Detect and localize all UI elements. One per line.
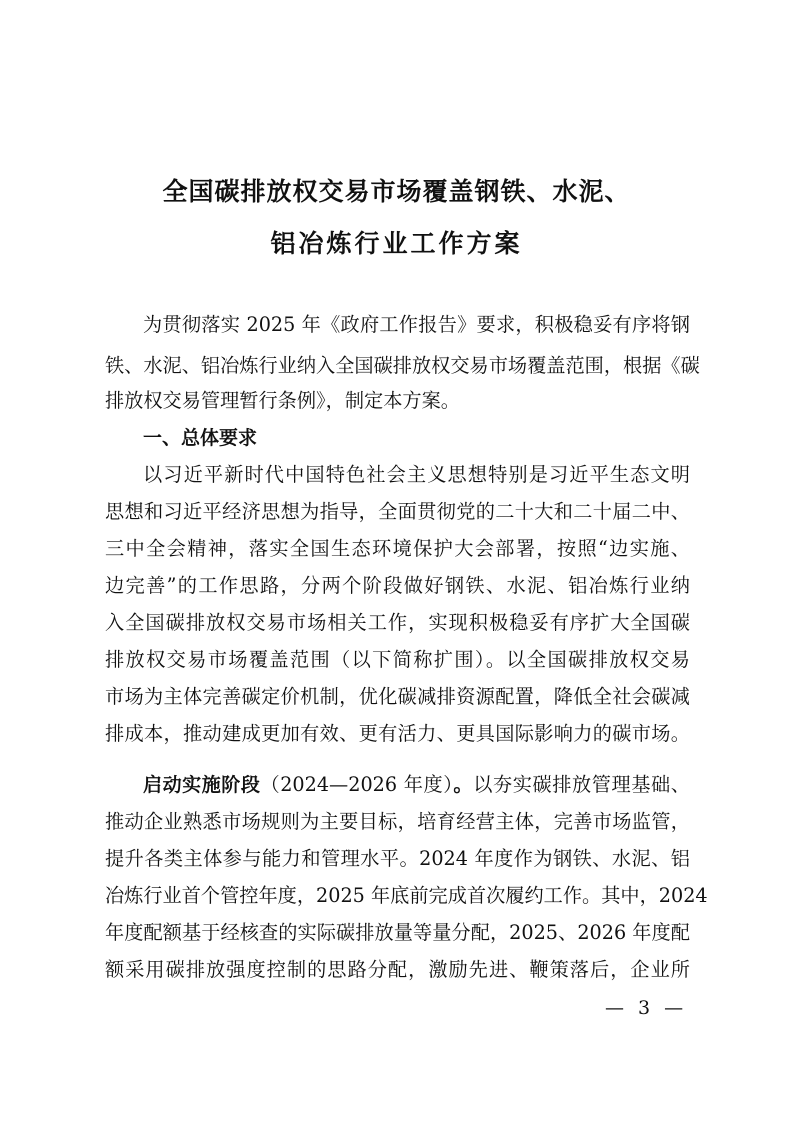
section1-line-5: 入全国碳排放权交易市场相关工作，实现积极稳妥有序扩大全国碳 [105,611,690,634]
document-title-line-2: 铝冶炼行业工作方案 [270,229,523,258]
phase1-line-2: 推动企业熟悉市场规则为主要目标，培育经营主体，完善市场监管， [105,810,690,833]
document-title-line-1: 全国碳排放权交易市场覆盖钢铁、水泥、 [162,177,631,206]
phase1-line-5: 年度配额基于经核查的实际碳排放量等量分配，2025、2026 年度配 [105,921,690,944]
section1-line-2: 思想和习近平经济思想为指导，全面贯彻党的二十大和二十届二中、 [105,500,690,523]
page-number: — 3 — [605,997,688,1019]
phase1-period-end: 。 [453,773,474,796]
section1-line-8: 排成本，推动建成更加有效、更有活力、更具国际影响力的碳市场。 [105,722,690,745]
section1-line-6: 排放权交易市场覆盖范围（以下简称扩围）。以全国碳排放权交易 [105,648,690,671]
phase1-line-3: 提升各类主体参与能力和管理水平。2024 年度作为钢铁、水泥、铝 [105,847,690,870]
phase1-period: （2024—2026 年度） [260,773,454,796]
section1-line-3: 三中全会精神，落实全国生态环境保护大会部署，按照“边实施、 [105,537,690,560]
phase1-line-6: 额采用碳排放强度控制的思路分配，激励先进、鞭策落后，企业所 [105,958,690,981]
phase1-first-rest: 以夯实碳排放管理基础、 [473,773,690,796]
intro-line-1: 为贯彻落实 2025 年《政府工作报告》要求，积极稳妥有序将钢 [143,313,690,336]
intro-line-3: 排放权交易管理暂行条例》，制定本方案。 [105,389,460,412]
section1-line-1: 以习近平新时代中国特色社会主义思想特别是习近平生态文明 [143,463,690,486]
intro-line-2: 铁、水泥、铝冶炼行业纳入全国碳排放权交易市场覆盖范围，根据《碳 [105,354,700,377]
section1-line-7: 市场为主体完善碳定价机制，优化碳减排资源配置，降低全社会碳减 [105,685,690,708]
section1-line-4: 边完善”的工作思路，分两个阶段做好钢铁、水泥、铝冶炼行业纳 [105,574,690,597]
phase1-line-4: 冶炼行业首个管控年度，2025 年底前完成首次履约工作。其中，2024 [105,884,708,907]
phase1-first-line [143,772,690,798]
phase1-label: 启动实施阶段 [143,774,261,796]
section-heading: 一、总体要求 [143,427,258,449]
